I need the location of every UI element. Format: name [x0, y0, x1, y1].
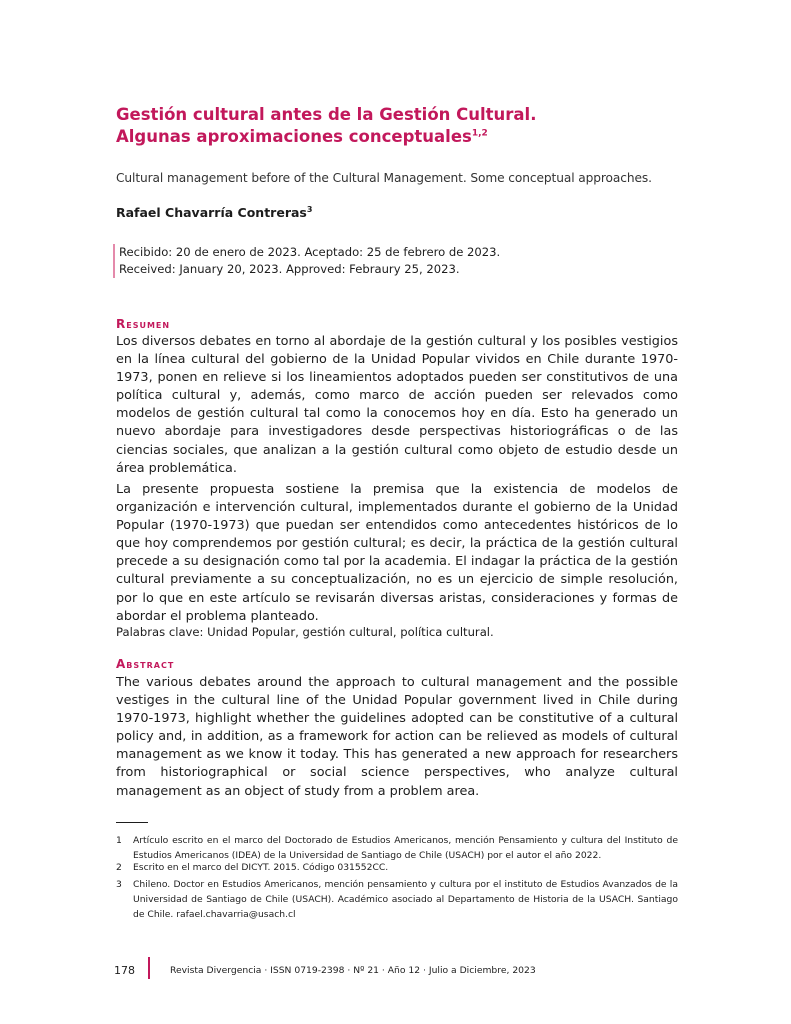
dates-english: Received: January 20, 2023. Approved: Febraury 25, 2023. — [119, 262, 460, 276]
footnote-number: 1 — [116, 835, 122, 846]
article-title — [116, 104, 716, 148]
footnote-text: Artículo escrito en el marco del Doctorado de Estudios Americanos, mención Pensamiento y cultura del Instituto de Estudios Americanos (IDEA) de la Universidad de Santiago de Chile (USACH) por el autor el año 2022. — [133, 835, 678, 861]
footnote-3 — [116, 877, 678, 922]
submission-dates — [113, 244, 500, 278]
dates-spanish: Recibido: 20 de enero de 2023. Aceptado: 25 de febrero de 2023. — [119, 245, 501, 259]
title-footnote-ref[interactable]: 1,2 — [471, 128, 488, 139]
author-name — [116, 205, 312, 220]
page-number: 178 — [114, 964, 135, 977]
title-line-2: Algunas aproximaciones conceptuales — [116, 127, 472, 146]
abstract-paragraph: The various debates around the approach to cultural management and the possible vestiges in the cultural line of the Unidad Popular government lived in Chile during 1970-1973, highlight whether the guidelines adopted can be constitutive of a cultural policy and, in addition, as a framework for action can be relieved as models of cultural management as we know it today. This has generated a new approach for researchers from historiographical or social science perspectives, who analyze cultural management as an object of study from a problem area. — [116, 675, 678, 799]
footnote-divider — [116, 822, 148, 823]
footnote-number: 3 — [116, 879, 122, 890]
title-line-1: Gestión cultural antes de la Gestión Cultural. — [116, 105, 537, 124]
keywords: Palabras clave: Unidad Popular, gestión cultural, política cultural. — [116, 625, 494, 639]
author-label: Rafael Chavarría Contreras — [116, 205, 307, 220]
resumen-heading: Resumen — [116, 317, 171, 331]
footnote-number: 2 — [116, 862, 122, 873]
abstract-heading: Abstract — [116, 657, 175, 671]
footer-divider — [148, 957, 150, 979]
resumen-paragraph-2: La presente propuesta sostiene la premisa que la existencia de modelos de organización e intervención cultural, implementados durante el gobierno de la Unidad Popular (1970-1973) que puedan ser entendidos como antecedentes históricos de lo que hoy comprendemos por gestión cultural; es decir, la práctica de la gestión cultural precede a su designación como tal por la academia. El indagar la práctica de la gestión cultural previamente a su conceptualización, no es un ejercicio de simple resolución, por lo que en este artículo se revisarán diversas aristas, consideraciones y formas de abordar el problema planteado. — [116, 482, 678, 624]
footnote-1 — [116, 833, 678, 863]
footnote-text: Escrito en el marco del DICYT. 2015. Código 031552CC. — [133, 862, 389, 873]
author-footnote-ref[interactable]: 3 — [306, 204, 313, 214]
english-title: Cultural management before of the Cultural Management. Some conceptual approaches. — [116, 171, 652, 185]
resumen-paragraph-1: Los diversos debates en torno al abordaje de la gestión cultural y los posibles vestigios en la línea cultural del gobierno de la Unidad Popular vividos en Chile durante 1970-1973, ponen en relieve si los lineamientos adoptados pueden ser constitutivos de una política cultural y, además, como marco de acción pueden ser relevados como modelos de gestión cultural tal como la conocemos hoy en día. Esto ha generado un nuevo abordaje para investigadores desde perspectivas historiográficas o de las ciencias sociales, que analizan a la gestión cultural como objeto de estudio desde un área problemática. — [116, 334, 678, 476]
journal-citation: Revista Divergencia · ISSN 0719-2398 · Nº 21 · Año 12 · Julio a Diciembre, 2023 — [170, 965, 536, 976]
footnote-2 — [116, 860, 678, 875]
footnote-text: Chileno. Doctor en Estudios Americanos, mención pensamiento y cultura por el instituto de Estudios Avanzados de la Universidad de Santiago de Chile (USACH). Académico asociado al Departamento de Historia de la USACH. Santiago de Chile. rafael.chavarria@usach.cl — [133, 879, 678, 920]
